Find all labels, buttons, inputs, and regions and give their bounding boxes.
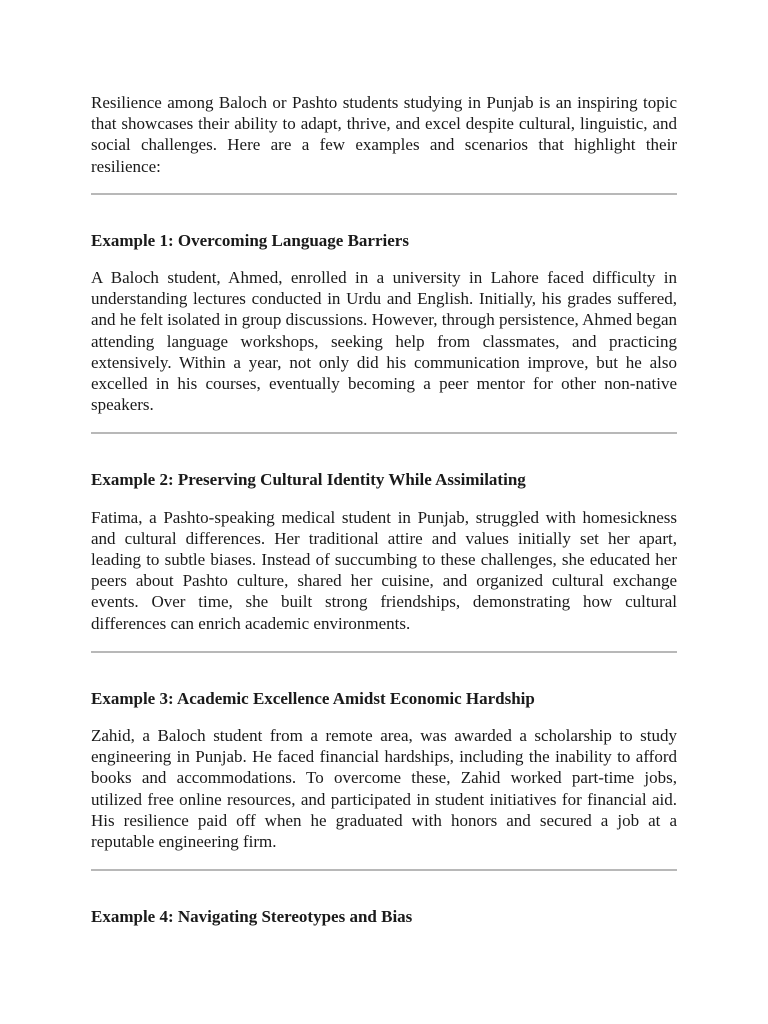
section-divider [91,869,677,871]
example-2-body: Fatima, a Pashto-speaking medical student in Punjab, struggled with homesickness and cultural differences. Her traditional attire and values initially set her apart, leading to subtle biases. Instead of succumbing to these challenges, she educated her peers about Pashto culture, shared her cuisine, and organized cultural exchange events. Over time, she built strong friendships, demonstrating how cultural differences can enrich academic environments. [91,507,677,633]
example-3-heading: Example 3: Academic Excellence Amidst Economic Hardship [91,688,535,708]
example-1-body: A Baloch student, Ahmed, enrolled in a university in Lahore faced difficulty in understanding lectures conducted in Urdu and English. Initially, his grades suffered, and he felt isolated in group discussions. However, through persistence, Ahmed began attending language workshops, seeking help from classmates, and practicing extensively. Within a year, not only did his communication improve, but he also excelled in his courses, eventually becoming a peer mentor for other non-native speakers. [91,268,677,415]
example-1-heading: Example 1: Overcoming Language Barriers [91,230,409,250]
section-divider [91,432,677,434]
section-divider [91,193,677,195]
example-4-heading: Example 4: Navigating Stereotypes and Bias [91,907,413,927]
example-3-body: Zahid, a Baloch student from a remote area, was awarded a scholarship to study engineering in Punjab. He faced financial hardships, including the inability to afford books and accommodations. To overcome these, Zahid worked part-time jobs, utilized free online resources, and participated in student initiatives for financial aid. His resilience paid off when he graduated with honors and secured a job at a reputable engineering firm. [91,726,677,852]
intro-paragraph: Resilience among Baloch or Pashto students studying in Punjab is an inspiring topic that showcases their ability to adapt, thrive, and excel despite cultural, linguistic, and social challenges. Here are a few examples and scenarios that highlight their resilience: [91,93,677,176]
section-divider [91,651,677,653]
example-2-heading: Example 2: Preserving Cultural Identity While Assimilating [91,470,526,490]
document-page [91,92,677,943]
